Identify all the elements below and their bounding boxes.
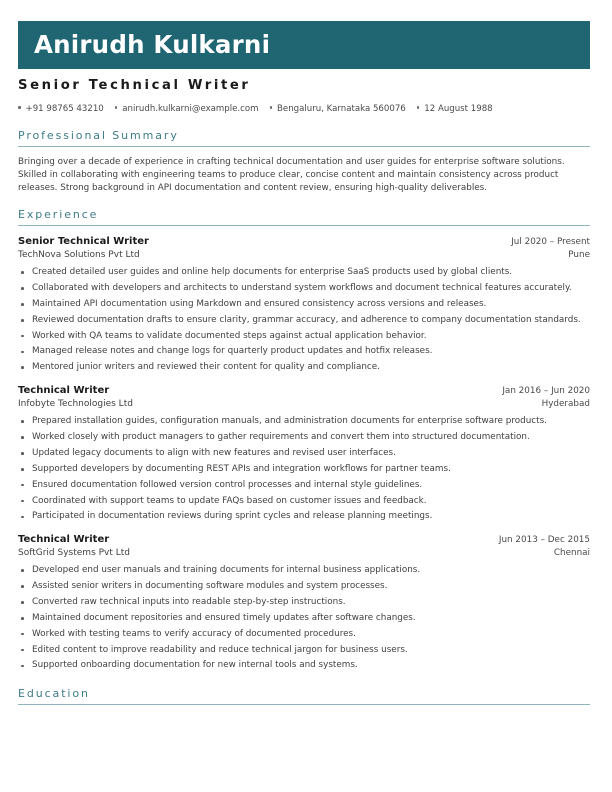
contact-email-value: anirudh.kulkarni@example.com: [122, 103, 259, 114]
candidate-name: Anirudh Kulkarni: [34, 29, 271, 59]
experience-entry: [18, 533, 590, 673]
contact-email: [115, 104, 259, 115]
section-experience: [18, 208, 590, 673]
experience-organization: TechNova Solutions Pvt Ltd: [18, 250, 140, 261]
experience-location: Hyderabad: [541, 399, 590, 410]
experience-job-title: Senior Technical Writer: [18, 235, 149, 247]
section-title-summary: Professional Summary: [18, 129, 590, 147]
experience-bullet-list: [18, 266, 590, 375]
experience-bullet: Updated legacy documents to align with new features and revised user interfaces.: [18, 447, 590, 460]
experience-bullet: Mentored junior writers and reviewed their content for quality and compliance.: [18, 361, 590, 374]
contact-dob-value: 12 August 1988: [424, 103, 493, 114]
contact-location-value: Bengaluru, Karnataka 560076: [277, 103, 406, 114]
experience-bullet: Participated in documentation reviews during sprint cycles and release planning meetings.: [18, 510, 590, 523]
experience-bullet-list: [18, 564, 590, 673]
experience-bullet: Managed release notes and change logs for quarterly product updates and hotfix releases.: [18, 345, 590, 358]
contact-dob: [417, 104, 493, 115]
experience-bullet: Reviewed documentation drafts to ensure clarity, grammar accuracy, and adherence to company documentation standards.: [18, 314, 590, 327]
experience-location: Pune: [568, 250, 590, 261]
contact-phone: [18, 104, 104, 115]
candidate-headline: Senior Technical Writer: [18, 78, 251, 93]
experience-dates: Jul 2020 – Present: [511, 236, 590, 247]
bullet-dot-icon: [417, 106, 420, 109]
experience-bullet-list: [18, 415, 590, 524]
experience-list: [18, 235, 590, 673]
experience-org-row: [18, 547, 590, 560]
experience-organization: SoftGrid Systems Pvt Ltd: [18, 548, 131, 559]
contact-location: [270, 104, 406, 115]
section-professional-summary: [18, 129, 590, 196]
experience-bullet: Worked with testing teams to verify accuracy of documented procedures.: [18, 628, 590, 641]
contact-phone-value: +91 98765 43210: [25, 103, 104, 114]
experience-bullet: Assisted senior writers in documenting software modules and system processes.: [18, 580, 590, 593]
experience-bullet: Worked with QA teams to validate documented steps against actual application behavior.: [18, 330, 590, 343]
section-education: [18, 687, 590, 705]
experience-bullet: Supported onboarding documentation for new internal tools and systems.: [18, 659, 590, 672]
experience-job-title: Technical Writer: [18, 533, 110, 545]
bullet-dot-icon: [18, 106, 21, 109]
experience-bullet: Created detailed user guides and online help documents for enterprise SaaS products used by global clients.: [18, 266, 590, 279]
experience-bullet: Maintained document repositories and ensured timely updates after software changes.: [18, 612, 590, 625]
resume-content: [18, 78, 590, 714]
experience-bullet: Supported developers by documenting REST APIs and integration workflows for partner teams.: [18, 463, 590, 476]
experience-bullet: Converted raw technical inputs into readable step-by-step instructions.: [18, 596, 590, 609]
experience-org-row: [18, 398, 590, 411]
experience-entry: [18, 384, 590, 524]
experience-title-row: [18, 235, 590, 250]
bullet-dot-icon: [270, 106, 273, 109]
experience-title-row: [18, 533, 590, 548]
experience-bullet: Prepared installation guides, configuration manuals, and administration documents for enterprise software products.: [18, 415, 590, 428]
header-banner: [18, 21, 590, 69]
experience-entry: [18, 235, 590, 375]
experience-dates: Jun 2013 – Dec 2015: [498, 534, 590, 545]
experience-bullet: Developed end user manuals and training documents for internal business applications.: [18, 564, 590, 577]
experience-bullet: Collaborated with developers and architects to understand system workflows and document technical features accurately.: [18, 282, 590, 295]
summary-text: Bringing over a decade of experience in crafting technical documentation and user guides for enterprise software solutions. Skilled in collaborating with engineering teams to produce clear, concise content and maintain consistency across product releases. Strong background in API documentation and content review, ensuring high-quality deliverables.: [18, 156, 565, 194]
experience-organization: Infobyte Technologies Ltd: [18, 399, 133, 410]
experience-bullet: Maintained API documentation using Markdown and ensured consistency across versions and releases.: [18, 298, 590, 311]
section-title-education: Education: [18, 687, 590, 705]
experience-bullet: Ensured documentation followed version control processes and internal style guidelines.: [18, 479, 590, 492]
section-title-experience: Experience: [18, 208, 590, 226]
experience-bullet: Edited content to improve readability and reduce technical jargon for business users.: [18, 644, 590, 657]
experience-title-row: [18, 384, 590, 399]
experience-location: Chennai: [553, 548, 590, 559]
bullet-dot-icon: [115, 106, 118, 109]
experience-bullet: Worked closely with product managers to gather requirements and convert them into structured documentation.: [18, 431, 590, 444]
contact-line: [18, 104, 590, 115]
experience-bullet: Coordinated with support teams to update FAQs based on customer issues and feedback.: [18, 495, 590, 508]
experience-job-title: Technical Writer: [18, 384, 110, 396]
experience-org-row: [18, 249, 590, 262]
experience-dates: Jan 2016 – Jun 2020: [502, 385, 590, 396]
